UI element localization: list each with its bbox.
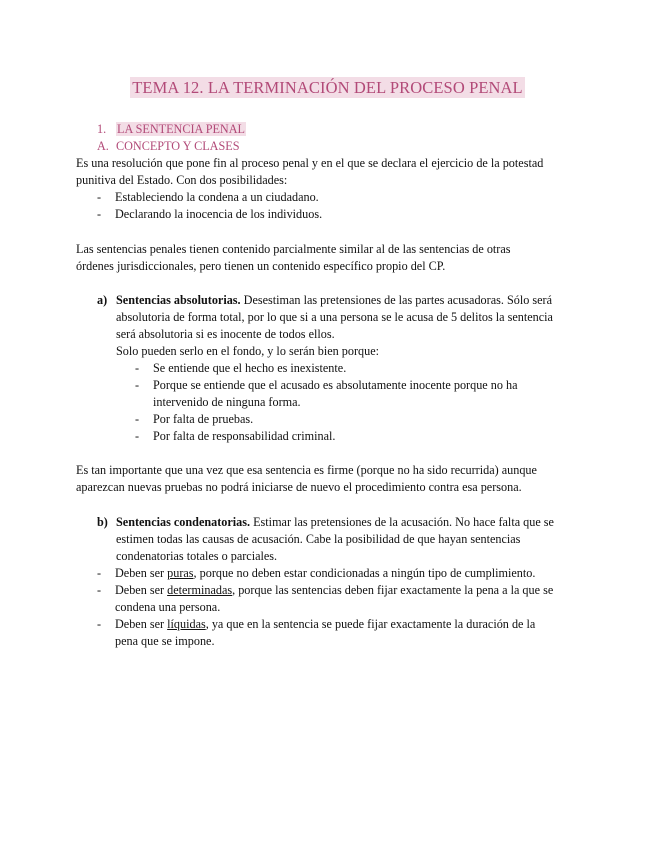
dash-bullet: - <box>97 617 102 631</box>
intro-line: punitiva del Estado. Con dos posibilidades: <box>76 173 288 187</box>
list-item-text: condena una persona. <box>115 600 221 614</box>
dash-bullet: - <box>135 378 140 392</box>
list-item-text: intervenido de ninguna forma. <box>153 395 301 409</box>
list-item-continuation <box>115 599 220 616</box>
condenatorias-block <box>116 514 554 565</box>
item-marker-b: b) <box>97 515 108 529</box>
section-number: 1. <box>97 122 107 136</box>
paragraph-line: estimen todas las causas de acusación. Cabe la posibilidad de que hayan sentencias <box>116 532 521 546</box>
intro-line: Es una resolución que pone fin al proceso penal y en el que se declara el ejercicio de la potestad <box>76 156 544 170</box>
subsection-heading <box>97 138 239 155</box>
item-text: Estimar las pretensiones de la acusación. No hace falta que se <box>250 515 554 529</box>
list-item-continuation <box>115 633 215 650</box>
list-item-text: Estableciendo la condena a un ciudadano. <box>115 190 319 204</box>
dash-bullet: - <box>97 583 102 597</box>
paragraph-line: condenatorias totales o parciales. <box>116 549 278 563</box>
underlined-term: determinadas <box>167 583 233 597</box>
paragraph-line: Las sentencias penales tienen contenido parcialmente similar al de las sentencias de otras <box>76 242 511 256</box>
paragraph-line <box>116 292 553 309</box>
document-title-wrapper <box>0 77 655 98</box>
absolutorias-block <box>116 292 553 360</box>
subsection-letter: A. <box>97 139 109 153</box>
underlined-term: líquidas <box>167 617 206 631</box>
section-heading <box>97 121 246 138</box>
list-item-text: Deben ser puras, porque no deben estar condicionadas a ningún tipo de cumplimiento. <box>115 566 536 580</box>
list-item-text: Deben ser determinadas, porque las sentencias deben fijar exactamente la pena a la que se <box>115 583 554 597</box>
list-item-text: Porque se entiende que el acusado es absolutamente inocente porque no ha <box>153 378 518 392</box>
document-title: TEMA 12. LA TERMINACIÓN DEL PROCESO PENAL <box>132 78 523 97</box>
item-heading: Sentencias absolutorias. <box>116 293 241 307</box>
dash-bullet: - <box>135 361 140 375</box>
paragraph <box>76 462 596 496</box>
dash-bullet: - <box>97 190 102 204</box>
dash-bullet: - <box>97 566 102 580</box>
list-item-text: Por falta de pruebas. <box>153 412 254 426</box>
paragraph-line: órdenes jurisdiccionales, pero tienen un contenido específico propio del CP. <box>76 259 446 273</box>
paragraph-line: será absolutoria si es inocente de todos ellos. <box>116 327 335 341</box>
list-item-text: Deben ser líquidas, ya que en la sentencia se puede fijar exactamente la duración de la <box>115 617 536 631</box>
list-item-text: Por falta de responsabilidad criminal. <box>153 429 336 443</box>
list-item-continuation <box>153 394 301 411</box>
paragraph-line: Es tan importante que una vez que esa sentencia es firme (porque no ha sido recurrida) aunque <box>76 463 537 477</box>
underlined-term: puras <box>167 566 194 580</box>
dash-bullet: - <box>135 429 140 443</box>
subsection-title: CONCEPTO Y CLASES <box>116 139 240 153</box>
paragraph-line: aparezcan nuevas pruebas no podrá iniciarse de nuevo el procedimiento contra esa persona. <box>76 480 522 494</box>
dash-bullet: - <box>97 207 102 221</box>
list-item-text: pena que se impone. <box>115 634 215 648</box>
item-text: Desestiman las pretensiones de las partes acusadoras. Sólo será <box>240 293 552 307</box>
paragraph-line: Solo pueden serlo en el fondo, y lo serán bien porque: <box>116 344 379 358</box>
list-item-text: Declarando la inocencia de los individuos. <box>115 207 323 221</box>
dash-bullet: - <box>135 412 140 426</box>
item-heading: Sentencias condenatorias. <box>116 515 251 529</box>
paragraph-line: absolutoria de forma total, por lo que si a una persona se le acusa de 5 delitos la sentencia <box>116 310 553 324</box>
item-marker-a: a) <box>97 293 108 307</box>
list-item-text: Se entiende que el hecho es inexistente. <box>153 361 347 375</box>
paragraph-line <box>116 514 554 531</box>
paragraph <box>76 241 596 275</box>
section-title: LA SENTENCIA PENAL <box>117 122 245 136</box>
intro-paragraph <box>76 155 596 189</box>
